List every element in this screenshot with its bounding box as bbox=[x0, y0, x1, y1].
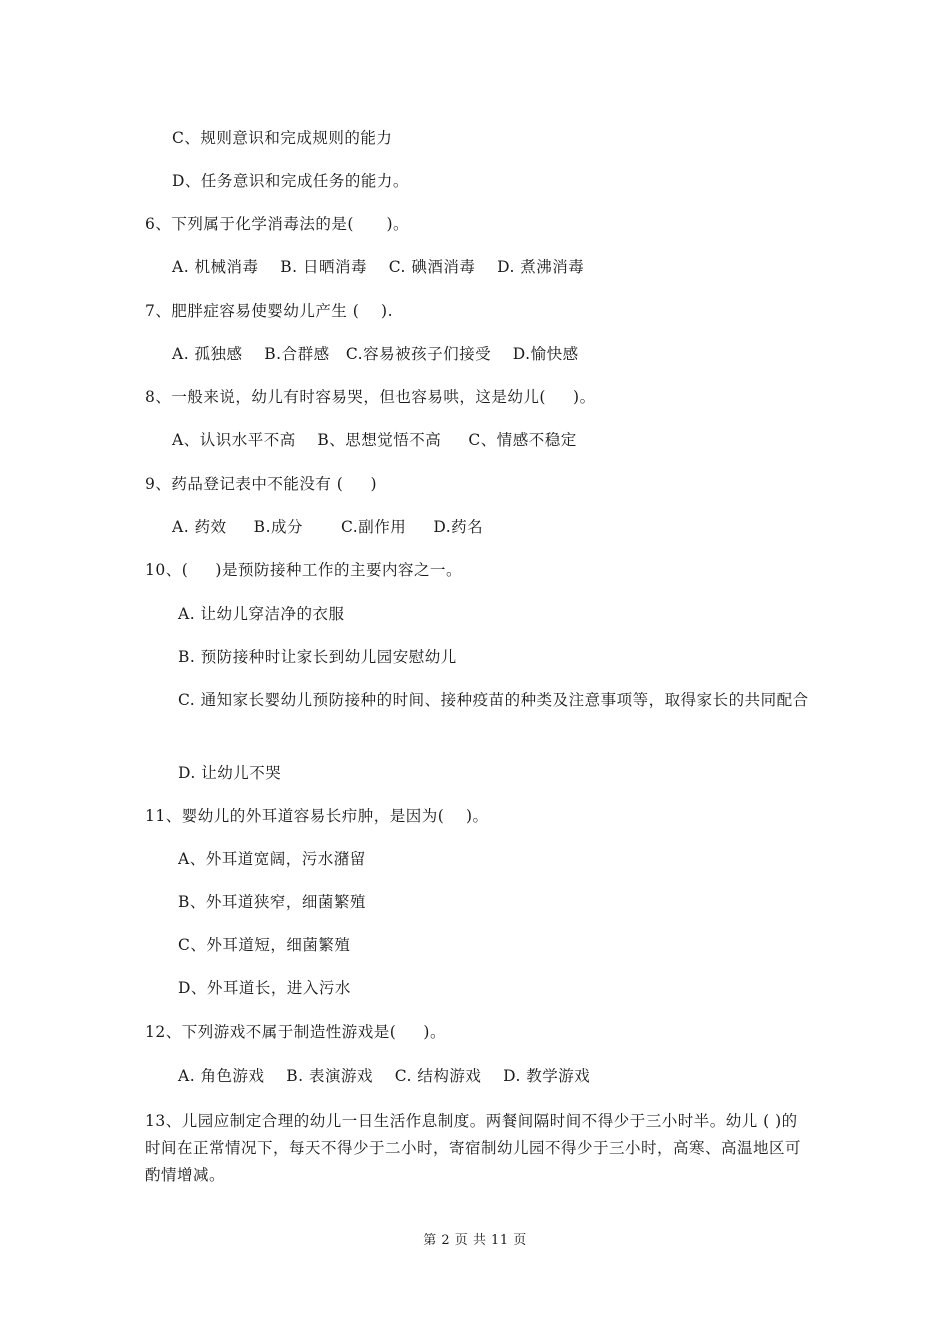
option-5c: C、规则意识和完成规则的能力 bbox=[172, 129, 393, 147]
question-7: 7、肥胖症容易使婴幼儿产生 ( ). bbox=[145, 302, 394, 320]
question-10: 10、( )是预防接种工作的主要内容之一。 bbox=[145, 561, 462, 579]
option-10d: D. 让幼儿不哭 bbox=[178, 764, 282, 782]
options-9: A. 药效 B.成分 C.副作用 D.药名 bbox=[172, 518, 484, 536]
question-12: 12、下列游戏不属于制造性游戏是( )。 bbox=[145, 1023, 446, 1041]
options-8: A、认识水平不高 B、思想觉悟不高 C、情感不稳定 bbox=[172, 431, 577, 449]
question-11: 11、婴幼儿的外耳道容易长疖肿，是因为( )。 bbox=[145, 807, 489, 825]
option-5d: D、任务意识和完成任务的能力。 bbox=[172, 172, 409, 190]
question-6: 6、下列属于化学消毒法的是( )。 bbox=[145, 215, 410, 233]
option-11c: C、外耳道短，细菌繁殖 bbox=[178, 936, 351, 954]
options-6: A. 机械消毒 B. 日晒消毒 C. 碘酒消毒 D. 煮沸消毒 bbox=[172, 258, 585, 276]
option-11b: B、外耳道狭窄，细菌繁殖 bbox=[178, 893, 366, 911]
question-13: 13、儿园应制定合理的幼儿一日生活作息制度。两餐间隔时间不得少于三小时半。幼儿 ( )的时间在正常情况下，每天不得少于二小时，寄宿制幼儿园不得少于三小时，高寒、高温地区可酌情增减。 bbox=[145, 1112, 802, 1184]
option-10b: B. 预防接种时让家长到幼儿园安慰幼儿 bbox=[178, 648, 457, 666]
options-7: A. 孤独感 B.合群感 C.容易被孩子们接受 D.愉快感 bbox=[172, 345, 579, 363]
page-number-footer: 第 2 页 共 11 页 bbox=[423, 1233, 527, 1248]
option-11a: A、外耳道宽阔，污水潴留 bbox=[178, 850, 366, 868]
option-11d: D、外耳道长，进入污水 bbox=[178, 979, 351, 997]
option-10c: C. 通知家长婴幼儿预防接种的时间、接种疫苗的种类及注意事项等，取得家长的共同配合 bbox=[178, 691, 809, 709]
question-9: 9、药品登记表中不能没有 ( ) bbox=[145, 475, 378, 493]
option-10a: A. 让幼儿穿洁净的衣服 bbox=[178, 605, 345, 623]
options-12: A. 角色游戏 B. 表演游戏 C. 结构游戏 D. 教学游戏 bbox=[178, 1067, 591, 1085]
question-8: 8、一般来说，幼儿有时容易哭，但也容易哄，这是幼儿( )。 bbox=[145, 388, 596, 406]
